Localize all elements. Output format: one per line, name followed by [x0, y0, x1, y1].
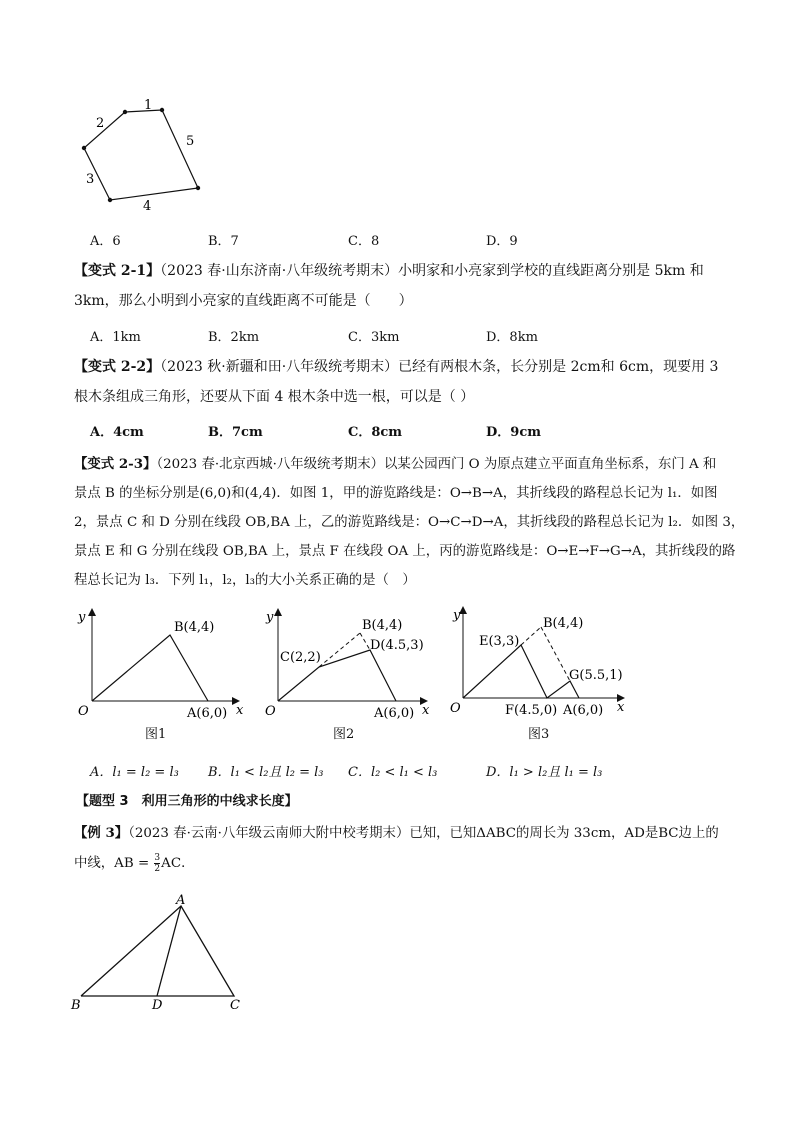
fraction-numerator: 3	[154, 853, 161, 863]
axis-label: y	[78, 610, 86, 625]
pentagon-figure	[70, 92, 220, 217]
q1-options	[90, 230, 730, 248]
variant-2-2-question	[74, 352, 728, 412]
option-a[interactable]: A．6	[90, 234, 121, 249]
axis-label: y	[266, 610, 274, 625]
option-d[interactable]: D．9	[486, 234, 518, 249]
example-3-question	[74, 818, 734, 879]
option-b[interactable]: B．2km	[208, 330, 260, 345]
option-c[interactable]: C．8	[348, 234, 380, 249]
question-text: 已知，已知ΔABC的周长为 33cm，AD是BC边上的	[409, 826, 719, 841]
point-label: B(4,4)	[543, 616, 584, 631]
v23-options	[90, 761, 730, 779]
option-c[interactable]: C．l₂ < l₁ < l₃	[348, 765, 438, 780]
point-label: A(6,0)	[187, 706, 228, 720]
pentagon-side-label: 4	[143, 199, 152, 214]
variant-tag: 【变式 2-2】	[74, 359, 161, 375]
figure-1-caption: 图1	[145, 727, 167, 742]
figure-3	[445, 605, 635, 720]
example-tag: 【例 3】	[74, 825, 129, 841]
axis-label: y	[453, 608, 461, 623]
pentagon-side-label: 3	[86, 172, 95, 187]
pentagon-side-label: 1	[144, 98, 153, 113]
point-label: O	[450, 701, 461, 716]
axis-label: x	[617, 700, 625, 715]
axis-label: x	[422, 703, 430, 718]
point-label: A(6,0)	[563, 703, 604, 718]
point-label: G(5.5,1)	[569, 668, 623, 683]
point-label: O	[78, 704, 89, 719]
source: （2023 春·山东济南·八年级统考期末）	[160, 263, 399, 279]
question-text: 程总长记为 l₃．下列 l₁，l₂，l₃的大小关系正确的是（ ）	[74, 573, 416, 588]
variant-2-1-question	[74, 256, 728, 316]
source: （2023 春·北京西城·八年级统考期末）	[156, 457, 385, 472]
question-text: 以某公园西门 O 为原点建立平面直角坐标系，东门 A 和	[384, 457, 717, 472]
figure-3-caption: 图3	[528, 727, 550, 742]
point-label: D(4.5,3)	[370, 638, 424, 653]
option-d[interactable]: D．l₁ > l₂且 l₁ = l₃	[486, 765, 603, 780]
vertex-label: A	[176, 893, 186, 908]
pentagon-side-label: 2	[96, 116, 105, 131]
option-a[interactable]: A．1km	[90, 330, 141, 345]
option-b[interactable]: B．7cm	[208, 425, 263, 440]
source: （2023 秋·新疆和田·八年级统考期末）	[160, 359, 399, 375]
point-label: A(6,0)	[374, 706, 415, 720]
question-text: 景点 B 的坐标分别是(6,0)和(4,4)．如图 1，甲的游览路线是：O→B→A，其折线段的路程总长记为 l₁．如图	[74, 486, 718, 501]
figure-2-caption: 图2	[333, 727, 355, 742]
axis-label: x	[236, 703, 244, 718]
vertex-label: C	[230, 998, 240, 1013]
question-text: 2，景点 C 和 D 分别在线段 OB,BA 上，乙的游览路线是：O→C→D→A，其折线段的路程总长记为 l₂．如图 3，	[74, 515, 745, 530]
option-a[interactable]: A．4cm	[90, 425, 144, 440]
vertex-label: D	[152, 998, 163, 1013]
point-label: C(2,2)	[280, 650, 321, 665]
option-d[interactable]: D．8km	[486, 330, 538, 345]
point-label: B(4,4)	[362, 618, 403, 633]
option-d[interactable]: D．9cm	[486, 425, 541, 440]
point-label: B(4,4)	[174, 620, 215, 635]
fraction-denominator: 2	[154, 864, 161, 874]
option-b[interactable]: B．l₁ < l₂且 l₂ = l₃	[208, 765, 324, 780]
variant-tag: 【变式 2-1】	[74, 263, 161, 279]
question-text: 已经有两根木条，长分别是 2cm和 6cm，现要用 3 根木条组成三角形，还要从下面 4 根木条中选一根，可以是（ ）	[74, 359, 719, 405]
fraction	[154, 853, 160, 874]
figure-1	[70, 605, 250, 720]
question-text: 景点 E 和 G 分别在线段 OB,BA 上，景点 F 在线段 OA 上，丙的游览路线是：O→E→F→G→A，其折线段的路	[74, 544, 736, 559]
v22-options	[90, 421, 730, 439]
question-text: 小明家和小亮家到学校的直线距离分别是 5km 和 3km，那么小明到小亮家的直线距离不可能是（ ）	[74, 263, 704, 309]
vertex-label: B	[71, 998, 81, 1013]
figure-2	[260, 605, 440, 720]
variant-tag: 【变式 2-3】	[74, 456, 157, 472]
question-text: 中线，AB =	[74, 856, 154, 871]
pentagon-side-label: 5	[186, 134, 195, 149]
option-c[interactable]: C．3km	[348, 330, 400, 345]
option-c[interactable]: C．8cm	[348, 425, 403, 440]
option-a[interactable]: A．l₁ = l₂ = l₃	[90, 765, 179, 780]
v21-options	[90, 326, 730, 344]
point-label: F(4.5,0)	[505, 703, 558, 718]
point-label: O	[265, 704, 276, 719]
question-text: AC．	[161, 856, 195, 871]
point-label: E(3,3)	[479, 634, 520, 649]
option-b[interactable]: B．7	[208, 234, 239, 249]
triangle-figure	[66, 888, 256, 1013]
section-heading: 【题型 3 利用三角形的中线求长度】	[76, 794, 298, 809]
source: （2023 春·云南·八年级云南师大附中校考期末）	[128, 826, 410, 841]
variant-2-3-question	[74, 450, 745, 595]
